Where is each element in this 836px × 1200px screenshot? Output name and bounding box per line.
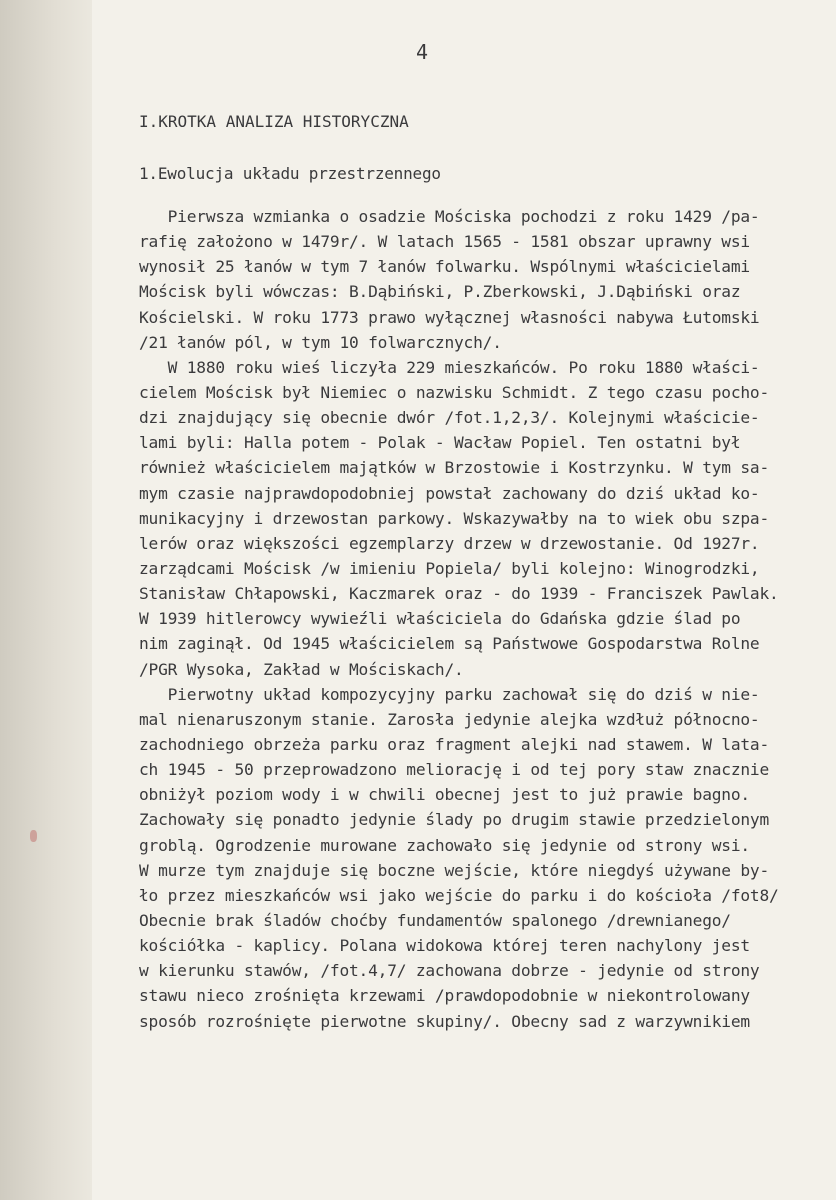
text-line: munikacyjny i drzewostan parkowy. Wskazywałby na to wiek obu szpa-	[139, 508, 770, 528]
text-line: zachodniego obrzeża parku oraz fragment alejki nad stawem. W lata-	[139, 734, 770, 754]
text-line: zarządcami Mościsk /w imieniu Popiela/ byli kolejno: Winogrodzki,	[139, 558, 760, 578]
text-line: stawu nieco zrośnięta krzewami /prawdopodobnie w niekontrolowany	[139, 986, 750, 1006]
section-title: I.KROTKA ANALIZA HISTORYCZNA	[139, 112, 409, 131]
text-line: kościółka - kaplicy. Polana widokowa której teren nachylony jest	[139, 936, 750, 956]
text-line: /21 łanów pól, w tym 10 folwarcznych/.	[139, 332, 502, 352]
text-line: Mościsk byli wówczas: B.Dąbiński, P.Zberkowski, J.Dąbiński oraz	[139, 282, 741, 302]
ink-mark	[30, 830, 37, 842]
text-line: ch 1945 - 50 przeprowadzono meliorację i od tej pory staw znacznie	[139, 760, 770, 780]
text-line: groblą. Ogrodzenie murowane zachowało się jedynie od strony wsi.	[139, 835, 750, 855]
text-line: sposób rozrośnięte pierwotne skupiny/. Obecny sad z warzywnikiem	[139, 1011, 750, 1031]
text-line: /PGR Wysoka, Zakład w Mościskach/.	[139, 659, 464, 679]
text-line: rafię założono w 1479r/. W latach 1565 - 1581 obszar uprawny wsi	[139, 232, 750, 252]
text-line: mal nienaruszonym stanie. Zarosła jedynie alejka wzdłuż północno-	[139, 709, 760, 729]
binding-edge	[0, 0, 93, 1200]
text-line: nim zaginął. Od 1945 właścicielem są Państwowe Gospodarstwa Rolne	[139, 634, 760, 654]
text-line: mym czasie najprawdopodobniej powstał zachowany do dziś układ ko-	[139, 483, 760, 503]
text-line: lerów oraz większości egzemplarzy drzew w drzewostanie. Od 1927r.	[139, 533, 760, 553]
text-line: również właścicielem majątków w Brzostowie i Kostrzynku. W tym sa-	[139, 458, 770, 478]
text-line: W murze tym znajduje się boczne wejście, które niegdyś używane by-	[139, 860, 770, 880]
text-line: Stanisław Chłapowski, Kaczmarek oraz - do 1939 - Franciszek Pawlak.	[139, 584, 779, 604]
text-line: ło przez mieszkańców wsi jako wejście do parku i do kościoła /fot8/	[139, 885, 779, 905]
text-line: W 1880 roku wieś liczyła 229 mieszkańców. Po roku 1880 właści-	[139, 357, 760, 377]
text-line: obniżył poziom wody i w chwili obecnej jest to już prawie bagno.	[139, 785, 750, 805]
text-line: cielem Mościsk był Niemiec o nazwisku Schmidt. Z tego czasu pocho-	[139, 382, 770, 402]
page-number: 4	[416, 40, 428, 64]
text-line: lami byli: Halla potem - Polak - Wacław Popiel. Ten ostatni był	[139, 433, 741, 453]
text-line: w kierunku stawów, /fot.4,7/ zachowana dobrze - jedynie od strony	[139, 961, 760, 981]
text-line: Obecnie brak śladów choćby fundamentów spalonego /drewnianego/	[139, 910, 731, 930]
text-line: Zachowały się ponadto jedynie ślady po drugim stawie przedzielonym	[139, 810, 770, 830]
text-line: Pierwsza wzmianka o osadzie Mościska pochodzi z roku 1429 /pa-	[139, 207, 760, 226]
text-line: Kościelski. W roku 1773 prawo wyłącznej własności nabywa Łutomski	[139, 307, 760, 327]
text-line: wynosił 25 łanów w tym 7 łanów folwarku. Wspólnymi właścicielami	[139, 257, 750, 277]
text-line: Pierwotny układ kompozycyjny parku zachował się do dziś w nie-	[139, 684, 760, 704]
body-text	[139, 204, 819, 1034]
text-line: dzi znajdujący się obecnie dwór /fot.1,2,3/. Kolejnymi właściciе-	[139, 408, 760, 428]
section-subtitle: 1.Ewolucja układu przestrzennego	[139, 164, 441, 183]
text-line: W 1939 hitlerowcy wywieźli właściciela do Gdańska gdzie ślad po	[139, 609, 741, 629]
